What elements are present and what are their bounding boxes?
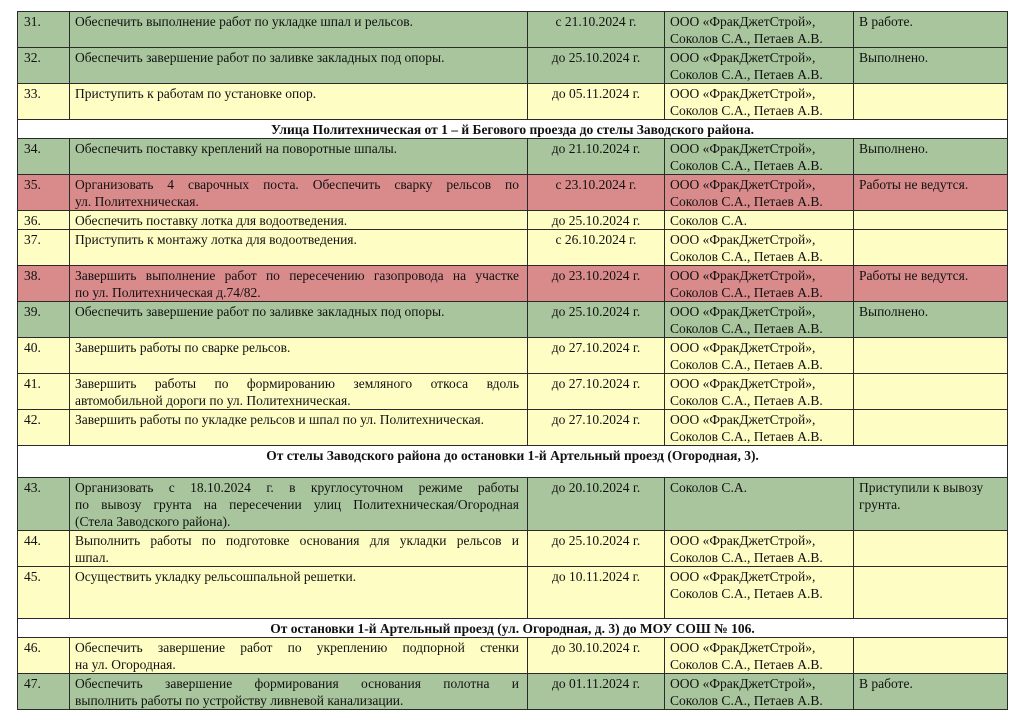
row-number: 42. [18, 410, 70, 446]
row-number: 40. [18, 338, 70, 374]
responsible-party [665, 478, 854, 531]
deadline-date: до 25.10.2024 г. [528, 531, 665, 567]
row-number: 44. [18, 531, 70, 567]
status-note [854, 84, 1008, 120]
responsible-line: ООО «ФракДжетСтрой», [670, 50, 816, 65]
status-note [854, 478, 1008, 531]
status-note [854, 48, 1008, 84]
status-note [854, 567, 1008, 619]
deadline-date: до 27.10.2024 г. [528, 410, 665, 446]
task-description [70, 266, 528, 302]
task-description [70, 12, 528, 48]
task-row [18, 211, 1008, 230]
task-text-line: Организовать с 18.10.2024 г. в круглосуточном режиме работы [75, 480, 519, 495]
work-schedule-body [18, 12, 1008, 710]
responsible-line: ООО «ФракДжетСтрой», [670, 412, 816, 427]
task-description [70, 567, 528, 619]
task-description [70, 84, 528, 120]
responsible-line: Соколов С.А., Петаев А.В. [670, 586, 823, 601]
row-number: 46. [18, 638, 70, 674]
task-row [18, 531, 1008, 567]
deadline-date: до 27.10.2024 г. [528, 338, 665, 374]
task-text-line: шпал. [75, 550, 109, 565]
status-line: Работы не ведутся. [859, 177, 969, 192]
task-text-line: Завершить работы по сварке рельсов. [75, 340, 291, 355]
row-number: 45. [18, 567, 70, 619]
section-header-row [18, 619, 1008, 638]
responsible-line: ООО «ФракДжетСтрой», [670, 569, 816, 584]
task-description [70, 230, 528, 266]
responsible-party [665, 230, 854, 266]
row-number: 47. [18, 674, 70, 710]
status-line: Приступили к вывозу [859, 480, 984, 495]
task-row [18, 567, 1008, 619]
task-text-line: по ул. Политехническая д.74/82. [75, 285, 261, 300]
status-note [854, 374, 1008, 410]
responsible-line: Соколов С.А., Петаев А.В. [670, 550, 823, 565]
row-number: 41. [18, 374, 70, 410]
task-row [18, 84, 1008, 120]
task-row [18, 139, 1008, 175]
task-description [70, 48, 528, 84]
status-note [854, 638, 1008, 674]
status-note [854, 230, 1008, 266]
responsible-party [665, 338, 854, 374]
deadline-date: до 21.10.2024 г. [528, 139, 665, 175]
task-description [70, 638, 528, 674]
section-title: От остановки 1-й Артельный проезд (ул. Огородная, д. 3) до МОУ СОШ № 106. [18, 619, 1008, 638]
task-row [18, 230, 1008, 266]
task-row [18, 266, 1008, 302]
status-line: Выполнено. [859, 50, 929, 65]
task-description [70, 674, 528, 710]
task-row [18, 12, 1008, 48]
responsible-party [665, 48, 854, 84]
responsible-line: ООО «ФракДжетСтрой», [670, 141, 816, 156]
task-text-line: Завершить выполнение работ по пересечению газопровода на участке [75, 268, 519, 283]
task-row [18, 338, 1008, 374]
status-note [854, 302, 1008, 338]
responsible-line: ООО «ФракДжетСтрой», [670, 533, 816, 548]
responsible-line: ООО «ФракДжетСтрой», [670, 177, 816, 192]
status-note [854, 175, 1008, 211]
row-number: 43. [18, 478, 70, 531]
deadline-date: до 27.10.2024 г. [528, 374, 665, 410]
responsible-party [665, 175, 854, 211]
task-text-line: Обеспечить завершение работ по заливке закладных под опоры. [75, 304, 445, 319]
responsible-line: Соколов С.А., Петаев А.В. [670, 158, 823, 173]
status-line: Работы не ведутся. [859, 268, 969, 283]
responsible-line: Соколов С.А., Петаев А.В. [670, 31, 823, 46]
deadline-date: до 10.11.2024 г. [528, 567, 665, 619]
task-text-line: на ул. Огородная. [75, 657, 176, 672]
task-row [18, 478, 1008, 531]
deadline-date: с 23.10.2024 г. [528, 175, 665, 211]
responsible-line: Соколов С.А., Петаев А.В. [670, 393, 823, 408]
responsible-line: Соколов С.А., Петаев А.В. [670, 194, 823, 209]
task-description [70, 302, 528, 338]
status-note [854, 211, 1008, 230]
responsible-party [665, 211, 854, 230]
task-text-line: Обеспечить завершение работ по укреплению подпорной стенки [75, 640, 519, 655]
status-note [854, 266, 1008, 302]
task-description [70, 531, 528, 567]
responsible-line: Соколов С.А., Петаев А.В. [670, 693, 823, 708]
task-text-line: Обеспечить поставку лотка для водоотведения. [75, 213, 348, 228]
status-line: грунта. [859, 497, 901, 512]
task-description [70, 478, 528, 531]
responsible-party [665, 139, 854, 175]
task-description [70, 175, 528, 211]
responsible-party [665, 674, 854, 710]
task-text-line: Завершить работы по укладке рельсов и шпал по ул. Политехническая. [75, 412, 485, 427]
task-description [70, 374, 528, 410]
responsible-party [665, 531, 854, 567]
responsible-line: Соколов С.А., Петаев А.В. [670, 357, 823, 372]
responsible-line: Соколов С.А., Петаев А.В. [670, 285, 823, 300]
status-note [854, 139, 1008, 175]
responsible-line: ООО «ФракДжетСтрой», [670, 376, 816, 391]
task-row [18, 638, 1008, 674]
task-row [18, 674, 1008, 710]
responsible-party [665, 12, 854, 48]
task-text-line: Обеспечить завершение формирования основания полотна и [75, 676, 519, 691]
responsible-line: ООО «ФракДжетСтрой», [670, 340, 816, 355]
status-line: Выполнено. [859, 141, 929, 156]
task-text-line: Обеспечить выполнение работ по укладке шпал и рельсов. [75, 14, 413, 29]
task-row [18, 410, 1008, 446]
task-text-line: ул. Политехническая. [75, 194, 199, 209]
status-note [854, 12, 1008, 48]
row-number: 31. [18, 12, 70, 48]
responsible-party [665, 374, 854, 410]
section-title: От стелы Заводского района до остановки 1-й Артельный проезд (Огородная, 3). [18, 446, 1008, 478]
task-text-line: Приступить к работам по установке опор. [75, 86, 317, 101]
deadline-date: до 20.10.2024 г. [528, 478, 665, 531]
responsible-line: Соколов С.А., Петаев А.В. [670, 321, 823, 336]
responsible-line: ООО «ФракДжетСтрой», [670, 268, 816, 283]
task-text-line: Приступить к монтажу лотка для водоотведения. [75, 232, 357, 247]
task-row [18, 48, 1008, 84]
status-note [854, 531, 1008, 567]
responsible-party [665, 410, 854, 446]
task-row [18, 302, 1008, 338]
responsible-line: Соколов С.А., Петаев А.В. [670, 67, 823, 82]
status-line: Выполнено. [859, 304, 929, 319]
deadline-date: до 01.11.2024 г. [528, 674, 665, 710]
responsible-line: ООО «ФракДжетСтрой», [670, 86, 816, 101]
row-number: 34. [18, 139, 70, 175]
work-schedule-table [17, 11, 1008, 710]
responsible-line: ООО «ФракДжетСтрой», [670, 14, 816, 29]
row-number: 39. [18, 302, 70, 338]
responsible-party [665, 302, 854, 338]
task-text-line: Обеспечить завершение работ по заливке закладных под опоры. [75, 50, 445, 65]
responsible-line: ООО «ФракДжетСтрой», [670, 232, 816, 247]
task-row [18, 175, 1008, 211]
responsible-line: Соколов С.А., Петаев А.В. [670, 429, 823, 444]
responsible-party [665, 567, 854, 619]
task-text-line: Завершить работы по формированию земляного откоса вдоль [75, 376, 519, 391]
responsible-line: Соколов С.А., Петаев А.В. [670, 657, 823, 672]
status-note [854, 674, 1008, 710]
deadline-date: с 21.10.2024 г. [528, 12, 665, 48]
deadline-date: до 25.10.2024 г. [528, 211, 665, 230]
task-text-line: Обеспечить поставку креплений на поворотные шпалы. [75, 141, 398, 156]
task-text-line: Организовать 4 сварочных поста. Обеспечить сварку рельсов по [75, 177, 519, 192]
responsible-line: Соколов С.А. [670, 480, 747, 495]
row-number: 37. [18, 230, 70, 266]
section-header-row [18, 446, 1008, 478]
task-text-line: (Стела Заводского района). [75, 514, 231, 529]
deadline-date: до 25.10.2024 г. [528, 302, 665, 338]
section-title: Улица Политехническая от 1 – й Бегового проезда до стелы Заводского района. [18, 120, 1008, 139]
row-number: 32. [18, 48, 70, 84]
deadline-date: до 05.11.2024 г. [528, 84, 665, 120]
task-description [70, 139, 528, 175]
responsible-line: ООО «ФракДжетСтрой», [670, 676, 816, 691]
row-number: 33. [18, 84, 70, 120]
task-description [70, 211, 528, 230]
deadline-date: с 26.10.2024 г. [528, 230, 665, 266]
responsible-line: ООО «ФракДжетСтрой», [670, 304, 816, 319]
row-number: 36. [18, 211, 70, 230]
task-row [18, 374, 1008, 410]
deadline-date: до 23.10.2024 г. [528, 266, 665, 302]
status-line: В работе. [859, 14, 913, 29]
task-text-line: Выполнить работы по подготовке основания для укладки рельсов и [75, 533, 519, 548]
responsible-line: ООО «ФракДжетСтрой», [670, 640, 816, 655]
task-description [70, 410, 528, 446]
responsible-party [665, 84, 854, 120]
responsible-line: Соколов С.А., Петаев А.В. [670, 103, 823, 118]
task-text-line: по вывозу грунта на пересечении улиц Политехническая/Огородная [75, 497, 519, 512]
row-number: 35. [18, 175, 70, 211]
responsible-party [665, 638, 854, 674]
deadline-date: до 25.10.2024 г. [528, 48, 665, 84]
section-header-row [18, 120, 1008, 139]
status-note [854, 338, 1008, 374]
task-text-line: Осуществить укладку рельсошпальной решетки. [75, 569, 357, 584]
status-line: В работе. [859, 676, 913, 691]
task-text-line: выполнить работы по устройству ливневой канализации. [75, 693, 404, 708]
responsible-party [665, 266, 854, 302]
deadline-date: до 30.10.2024 г. [528, 638, 665, 674]
row-number: 38. [18, 266, 70, 302]
responsible-line: Соколов С.А. [670, 213, 747, 228]
task-description [70, 338, 528, 374]
responsible-line: Соколов С.А., Петаев А.В. [670, 249, 823, 264]
task-text-line: автомобильной дороги по ул. Политехническая. [75, 393, 351, 408]
status-note [854, 410, 1008, 446]
